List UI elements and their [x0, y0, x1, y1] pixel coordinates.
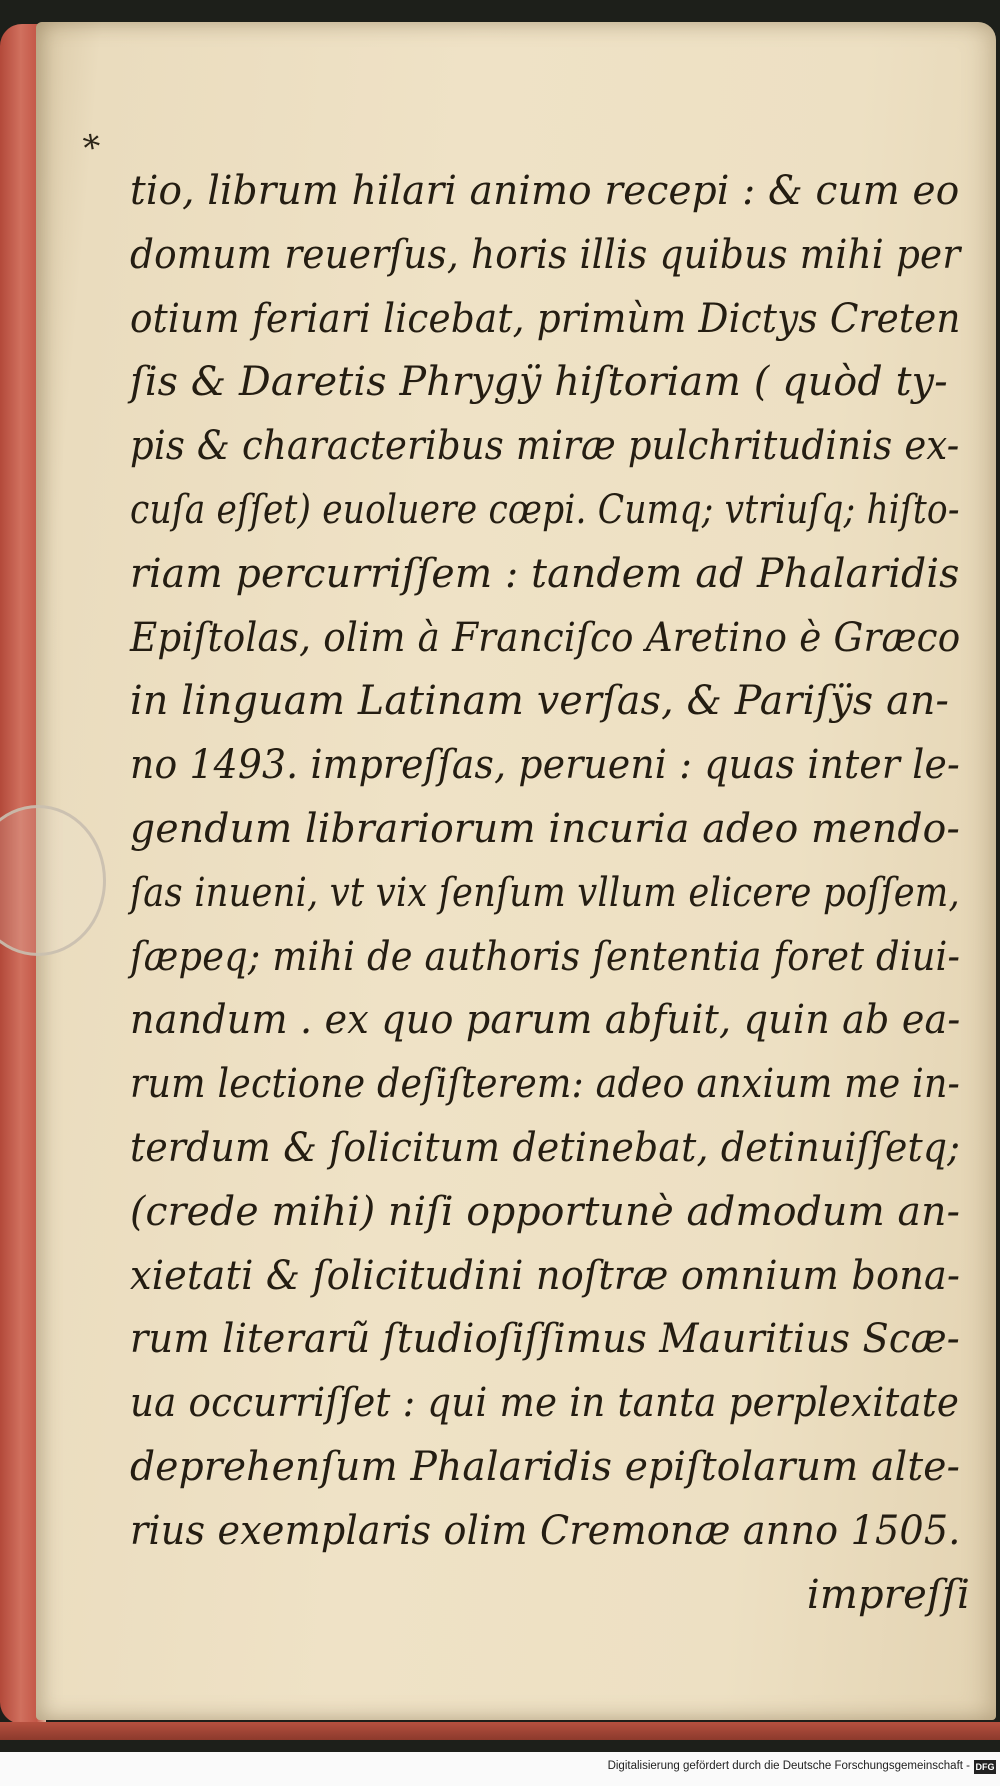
- book-bottom-edge: [0, 1722, 1000, 1740]
- text-line: ſas inueni, vt vix ſenſum vllum elicere poſſem,: [130, 869, 960, 916]
- text-line: in linguam Latinam verſas, & Pariſÿs an-: [130, 678, 950, 725]
- text-line: domum reuerſus, horis illis quibus mihi per: [130, 231, 961, 278]
- text-line: nandum . ex quo parum abfuit, quin ab ea-: [130, 997, 961, 1044]
- text-line: rius exemplaris olim Cremonæ anno 1505.: [130, 1507, 961, 1554]
- text-line: Epiſtolas, olim à Franciſco Aretino è Græco: [130, 614, 961, 661]
- text-block: [130, 160, 970, 1627]
- catchword: impreſſi: [806, 1571, 970, 1618]
- text-line: ua occurriſſet : qui me in tanta perplexitate: [130, 1380, 960, 1427]
- text-line: terdum & ſolicitum detinebat, detinuiſſetq;: [130, 1124, 961, 1171]
- text-line: cuſa eſſet) euoluere cœpi. Cumq; vtriuſq; hiſto-: [130, 486, 960, 533]
- dfg-logo: DFG: [975, 1762, 995, 1772]
- text-line: ſis & Daretis Phrygÿ hiſtoriam ( quòd ty-: [130, 359, 948, 406]
- text-line: ſæpeq; mihi de authoris ſententia foret diui-: [130, 933, 961, 980]
- signature-mark: *: [80, 126, 105, 170]
- text-line: gendum librariorum incuria adeo mendo-: [130, 805, 960, 852]
- text-line: tio, librum hilari animo recepi : & cum eo: [130, 168, 960, 214]
- text-line: otium feriari licebat, primùm Dictys Creten: [130, 295, 961, 342]
- footer-bar: [0, 1752, 1000, 1786]
- text-line: deprehenſum Phalaridis epiſtolarum alte-: [130, 1443, 961, 1490]
- text-line: (crede mihi) niſi opportunè admodum an-: [130, 1188, 961, 1235]
- text-line: rum literarũ ſtudioſiſſimus Mauritius Scæ-: [130, 1316, 960, 1363]
- text-line: xietati & ſolicitudini noſtræ omnium bona-: [130, 1252, 961, 1299]
- text-line: riam percurriſſem : tandem ad Phalaridis: [130, 550, 960, 597]
- text-line: pis & characteribus miræ pulchritudinis ex-: [130, 423, 960, 470]
- text-line: rum lectione deſiſterem: adeo anxium me in-: [130, 1061, 961, 1108]
- text-line: no 1493. impreſſas, perueni : quas inter le-: [130, 742, 960, 789]
- digitization-credit: Digitalisierung gefördert durch die Deutsche Forschungsgemeinschaft -: [607, 1760, 970, 1772]
